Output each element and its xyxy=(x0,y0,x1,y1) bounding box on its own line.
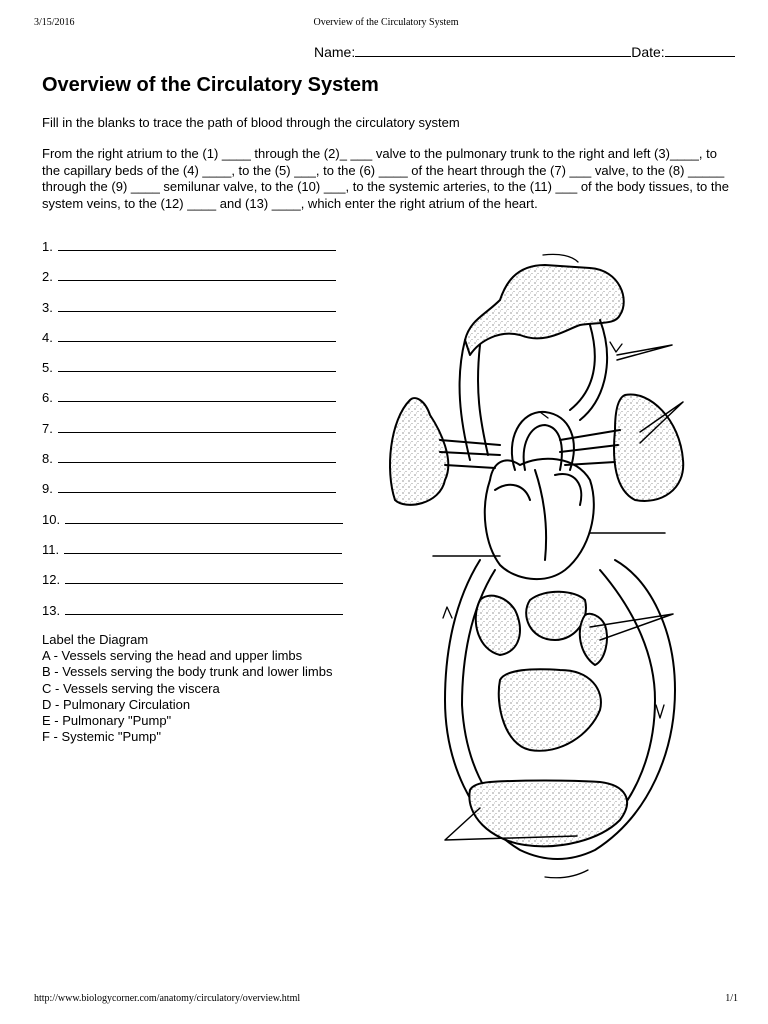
answer-blank xyxy=(58,299,336,312)
name-date-line xyxy=(314,42,735,60)
answer-number: 7. xyxy=(42,420,53,436)
viscera-upper xyxy=(476,596,520,655)
document-title: Overview of the Circulatory System xyxy=(42,74,379,96)
fill-in-paragraph: From the right atrium to the (1) ____ through the (2)_ ___ valve to the pulmonary trunk to the right and left (3)____, to the capillary beds of the (4) ____, to the (5) ___, to the (6) ____ of the heart through the (7) ___ valve, to the (8) _____ through the (9) ____ semilunar valve, to the (10) ___, to the systemic arteries, to the (11) ___ of the body tissues, to the system veins, to the (12) ____ and (13) ____, which enter the right atrium of the heart. xyxy=(42,146,729,211)
label-item-b: B - Vessels serving the body trunk and lower limbs xyxy=(42,664,333,680)
name-blank xyxy=(355,42,631,57)
answer-line-6 xyxy=(42,389,343,419)
answer-number: 13. xyxy=(42,602,61,618)
heart xyxy=(485,459,594,579)
instructions: Fill in the blanks to trace the path of blood through the circulatory system xyxy=(42,115,460,130)
label-item-f: F - Systemic "Pump" xyxy=(42,729,162,745)
answer-number: 8. xyxy=(42,451,53,467)
answer-line-8 xyxy=(42,450,343,480)
name-label: Name: xyxy=(314,44,356,60)
label-item-e: E - Pulmonary "Pump" xyxy=(42,713,172,729)
date-label: Date: xyxy=(631,44,665,60)
footer-url: http://www.biologycorner.com/anatomy/circulatory/overview.html xyxy=(34,993,301,1004)
answer-line-12 xyxy=(42,571,343,601)
answer-number: 1. xyxy=(42,239,53,254)
print-title: Overview of the Circulatory System xyxy=(313,17,459,28)
answer-number: 12. xyxy=(42,572,61,588)
answer-number: 2. xyxy=(42,269,53,285)
label-item-a: A - Vessels serving the head and upper limbs xyxy=(42,648,303,664)
answer-line-1 xyxy=(42,238,343,268)
answer-blank xyxy=(58,450,336,463)
answer-number: 9. xyxy=(42,481,53,497)
answer-blank xyxy=(64,541,342,554)
print-footer xyxy=(34,993,738,1007)
answer-number: 3. xyxy=(42,299,53,315)
answer-line-2 xyxy=(42,268,343,298)
label-item-d: D - Pulmonary Circulation xyxy=(42,696,191,712)
answer-number: 6. xyxy=(42,390,53,406)
answer-blank xyxy=(58,329,336,342)
date-blank xyxy=(665,42,735,57)
answer-blank xyxy=(58,359,336,372)
answer-blank xyxy=(58,268,336,281)
answer-line-3 xyxy=(42,299,343,329)
answer-blank xyxy=(58,389,336,402)
answer-line-13 xyxy=(42,602,343,632)
answer-blank xyxy=(58,480,336,493)
answer-line-5 xyxy=(42,359,343,389)
answer-number: 10. xyxy=(42,511,61,527)
label-heading: Label the Diagram xyxy=(42,632,149,647)
answer-line-11 xyxy=(42,541,343,571)
viscera-stomach xyxy=(526,592,586,640)
label-section xyxy=(42,632,332,745)
answer-line-9 xyxy=(42,480,343,510)
viscera-intestine xyxy=(499,669,601,750)
head-capillary-bed xyxy=(465,265,624,355)
heart-septum xyxy=(495,470,581,560)
answer-blank xyxy=(65,511,343,524)
answer-line-7 xyxy=(42,420,343,450)
label-item-c: C - Vessels serving the viscera xyxy=(42,680,220,696)
answer-list xyxy=(42,238,343,632)
answer-blank xyxy=(58,420,336,433)
page-number: 1/1 xyxy=(725,993,738,1004)
circulatory-diagram xyxy=(380,245,690,880)
right-lung xyxy=(614,394,683,500)
answer-number: 5. xyxy=(42,360,53,376)
answer-number: 4. xyxy=(42,329,53,345)
answer-line-4 xyxy=(42,329,343,359)
answer-blank xyxy=(58,238,336,251)
print-header xyxy=(34,17,738,31)
answer-blank xyxy=(65,571,343,584)
answer-blank xyxy=(65,602,343,615)
answer-line-10 xyxy=(42,511,343,541)
answer-number: 11. xyxy=(42,541,60,557)
print-date: 3/15/2016 xyxy=(34,17,75,28)
